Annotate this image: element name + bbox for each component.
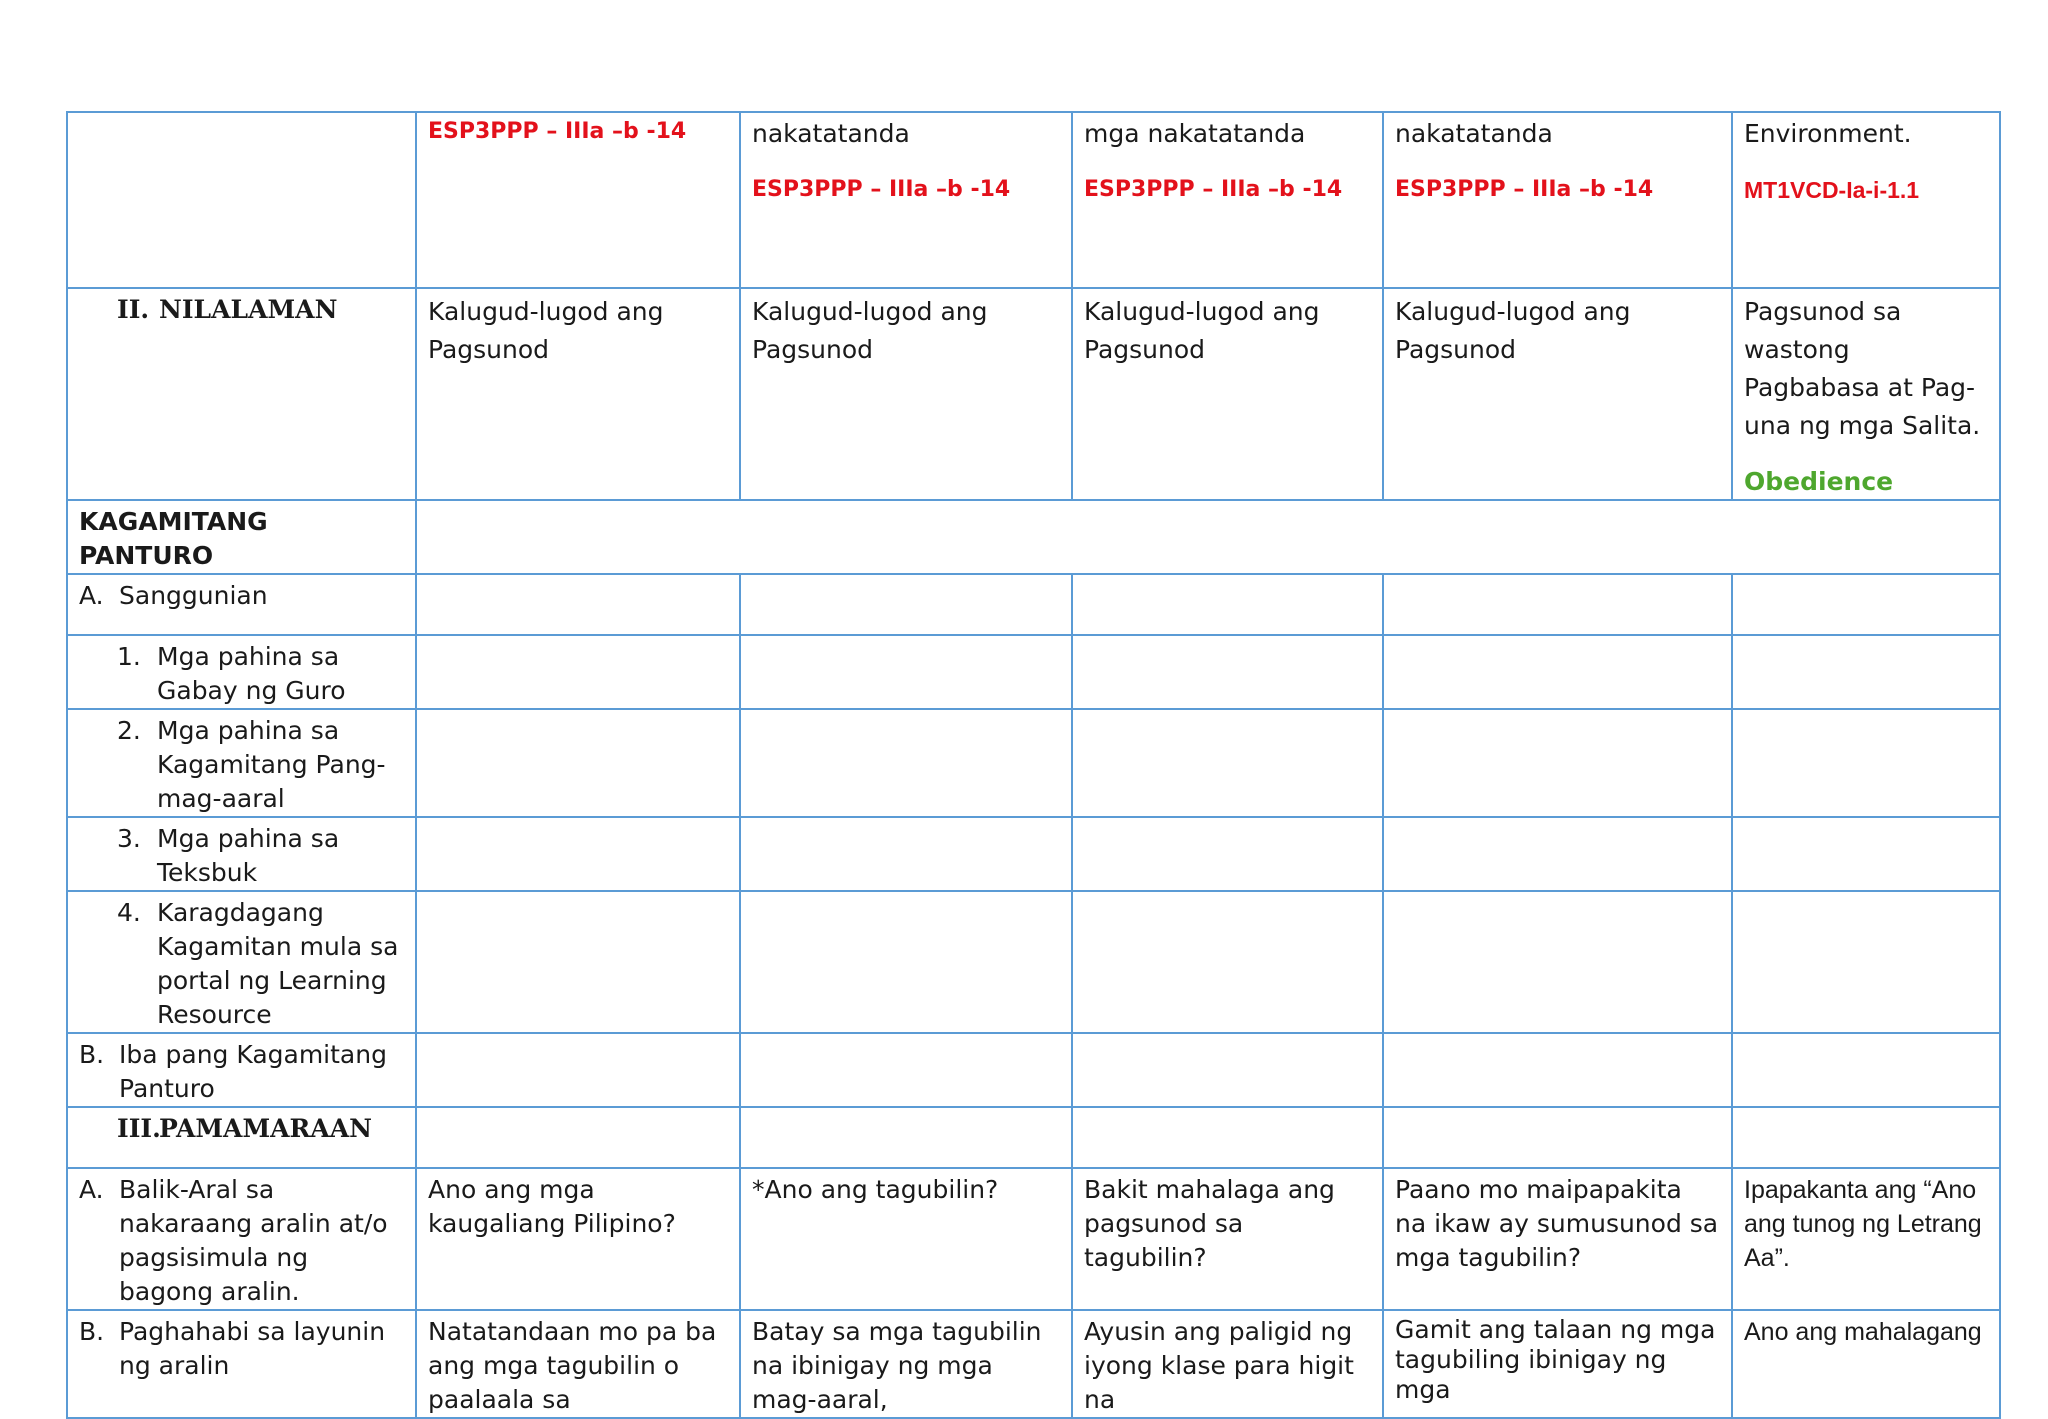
sub-item-row <box>67 635 2000 709</box>
balik-aral-cell-2 <box>740 1168 1072 1310</box>
empty-cell <box>1072 1033 1383 1107</box>
competency-code: ESP3PPP – IIIa –b -14 <box>752 177 1011 202</box>
paghahabi-cell-1 <box>416 1310 740 1418</box>
objective-text: nakatatanda <box>1395 119 1553 148</box>
nilalaman-cell-1 <box>416 288 740 500</box>
activity-text: Gamit ang talaan ng mga tagubiling ibinigay ng mga <box>1395 1315 1716 1404</box>
sub-item-row <box>67 709 2000 817</box>
activity-text: Ano ang mga kaugaliang Pilipino? <box>428 1175 676 1238</box>
empty-cell <box>416 574 740 635</box>
item-label: Mga pahina sa Teksbuk <box>157 824 340 887</box>
kagamitan-label-cell <box>67 500 416 574</box>
item-label: Balik-Aral sa nakaraang aralin at/o pagsisimula ng bagong aralin. <box>119 1175 388 1306</box>
nilalaman-cell-5 <box>1732 288 2000 500</box>
item-label: Iba pang Kagamitang Panturo <box>119 1040 387 1103</box>
objective-text: mga nakatatanda <box>1084 119 1306 148</box>
empty-cell <box>1072 709 1383 817</box>
competency-code: ESP3PPP – IIIa –b -14 <box>428 119 687 144</box>
section-number: II. <box>117 295 150 324</box>
pamamaraan-row <box>67 1107 2000 1168</box>
empty-cell <box>1732 1033 2000 1107</box>
item-number: 4. <box>117 898 141 927</box>
paghahabi-row <box>67 1310 2000 1418</box>
nilalaman-cell-3 <box>1072 288 1383 500</box>
section-title: KAGAMITANG PANTURO <box>79 507 268 570</box>
nilalaman-cell-4 <box>1383 288 1732 500</box>
activity-text: *Ano ang tagubilin? <box>752 1175 999 1204</box>
activity-text: Ano ang mahalagang <box>1744 1318 1982 1346</box>
empty-cell <box>740 1107 1072 1168</box>
empty-cell <box>1383 817 1732 891</box>
empty-cell <box>1072 817 1383 891</box>
empty-cell <box>416 1033 740 1107</box>
empty-cell <box>1383 891 1732 1033</box>
sub-item-label-cell <box>67 709 416 817</box>
item-label: Mga pahina sa Gabay ng Guro <box>157 642 346 705</box>
section-title: NILALAMAN <box>159 295 338 324</box>
lesson-plan-table <box>66 111 2001 1419</box>
empty-cell <box>740 817 1072 891</box>
empty-cell <box>740 574 1072 635</box>
item-label: Karagdagang Kagamitan mula sa portal ng Learning Resource <box>157 898 399 1029</box>
activity-text: Ayusin ang paligid ng iyong klase para higit na <box>1084 1317 1354 1414</box>
competency-code: ESP3PPP – IIIa –b -14 <box>1084 177 1343 202</box>
balik-aral-cell-3 <box>1072 1168 1383 1310</box>
activity-text: Ipapakanta ang “Ano ang tunog ng Letrang Aa”. <box>1744 1176 1982 1272</box>
empty-cell <box>416 709 740 817</box>
empty-cell <box>1383 574 1732 635</box>
value-label: Obedience <box>1744 467 1894 496</box>
item-letter: A. <box>79 581 104 610</box>
item-label: Mga pahina sa Kagamitang Pang-mag-aaral <box>157 716 386 813</box>
objectives-cell-4 <box>1383 112 1732 288</box>
empty-cell <box>1383 635 1732 709</box>
empty-cell <box>1732 817 2000 891</box>
empty-cell <box>740 1033 1072 1107</box>
iba-pang-label-cell <box>67 1033 416 1107</box>
activity-text: Natatandaan mo pa ba ang mga tagubilin o paalaala sa <box>428 1317 717 1414</box>
balik-aral-cell-1 <box>416 1168 740 1310</box>
paghahabi-cell-4 <box>1383 1310 1732 1418</box>
item-letter: A. <box>79 1175 104 1204</box>
content-text: Kalugud-lugod ang Pagsunod <box>428 297 664 364</box>
objective-text: Environment. <box>1744 119 1912 148</box>
empty-cell <box>740 635 1072 709</box>
sub-item-row <box>67 817 2000 891</box>
objective-text: nakatatanda <box>752 119 910 148</box>
balik-aral-label-cell <box>67 1168 416 1310</box>
item-label: Sanggunian <box>119 581 268 610</box>
section-number: III. <box>117 1114 161 1143</box>
section-title: PAMAMARAAN <box>159 1114 372 1143</box>
nilalaman-row <box>67 288 2000 500</box>
empty-cell <box>1383 1033 1732 1107</box>
objectives-cell-2 <box>740 112 1072 288</box>
empty-cell <box>1072 574 1383 635</box>
competency-code: ESP3PPP – IIIa –b -14 <box>1395 177 1654 202</box>
empty-cell <box>416 817 740 891</box>
empty-cell <box>1732 1107 2000 1168</box>
balik-aral-row <box>67 1168 2000 1310</box>
paghahabi-label-cell <box>67 1310 416 1418</box>
objectives-row <box>67 112 2000 288</box>
balik-aral-cell-4 <box>1383 1168 1732 1310</box>
empty-cell <box>1732 574 2000 635</box>
empty-cell <box>1383 709 1732 817</box>
objectives-cell-3 <box>1072 112 1383 288</box>
empty-cell <box>1072 1107 1383 1168</box>
paghahabi-cell-3 <box>1072 1310 1383 1418</box>
empty-cell <box>740 891 1072 1033</box>
sub-item-row <box>67 891 2000 1033</box>
nilalaman-cell-2 <box>740 288 1072 500</box>
item-letter: B. <box>79 1040 105 1069</box>
content-text: Kalugud-lugod ang Pagsunod <box>1084 297 1320 364</box>
item-letter: B. <box>79 1317 105 1346</box>
empty-cell <box>1732 891 2000 1033</box>
objectives-label-cell <box>67 112 416 288</box>
paghahabi-cell-2 <box>740 1310 1072 1418</box>
balik-aral-cell-5 <box>1732 1168 2000 1310</box>
sub-item-label-cell <box>67 635 416 709</box>
item-number: 1. <box>117 642 141 671</box>
item-number: 2. <box>117 716 141 745</box>
empty-cell <box>1732 709 2000 817</box>
empty-cell <box>740 709 1072 817</box>
empty-cell <box>416 635 740 709</box>
kagamitan-row <box>67 500 2000 574</box>
kagamitan-merged-cell <box>416 500 2000 574</box>
activity-text: Bakit mahalaga ang pagsunod sa tagubilin? <box>1084 1175 1335 1272</box>
activity-text: Paano mo maipapakita na ikaw ay sumusunod sa mga tagubilin? <box>1395 1175 1719 1272</box>
activity-text: Batay sa mga tagubilin na ibinigay ng mga mag-aaral, <box>752 1317 1042 1414</box>
objectives-cell-1 <box>416 112 740 288</box>
objectives-cell-5 <box>1732 112 2000 288</box>
sanggunian-label-cell <box>67 574 416 635</box>
competency-code: MT1VCD-Ia-i-1.1 <box>1744 177 1920 203</box>
sub-item-label-cell <box>67 891 416 1033</box>
empty-cell <box>1732 635 2000 709</box>
pamamaraan-label-cell <box>67 1107 416 1168</box>
empty-cell <box>1072 891 1383 1033</box>
paghahabi-cell-5 <box>1732 1310 2000 1418</box>
iba-pang-row <box>67 1033 2000 1107</box>
item-label: Paghahabi sa layunin ng aralin <box>119 1317 386 1380</box>
empty-cell <box>1072 635 1383 709</box>
sanggunian-row <box>67 574 2000 635</box>
content-text: Pagsunod sa wastong Pagbabasa at Pag-una ng mga Salita. <box>1744 297 1981 440</box>
nilalaman-label-cell <box>67 288 416 500</box>
item-number: 3. <box>117 824 141 853</box>
sub-item-label-cell <box>67 817 416 891</box>
content-text: Kalugud-lugod ang Pagsunod <box>752 297 988 364</box>
content-text: Kalugud-lugod ang Pagsunod <box>1395 297 1631 364</box>
empty-cell <box>1383 1107 1732 1168</box>
empty-cell <box>416 1107 740 1168</box>
empty-cell <box>416 891 740 1033</box>
